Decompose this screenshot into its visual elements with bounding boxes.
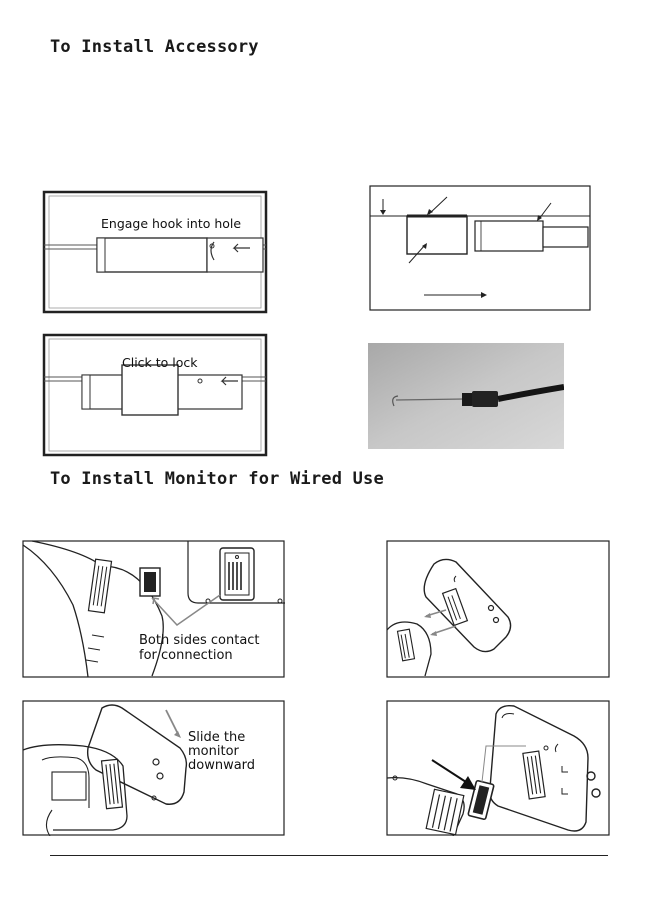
caption-click-lock: Click to lock xyxy=(122,355,198,370)
caption-engage-hook: Engage hook into hole xyxy=(101,216,242,231)
figure-slide-monitor xyxy=(22,700,285,836)
figure-monitor-attached xyxy=(386,700,610,836)
figure-engage-hook xyxy=(42,190,268,314)
page-divider xyxy=(50,855,608,856)
caption-slide-line2: monitor xyxy=(188,744,239,759)
figure-monitor-approach xyxy=(386,540,610,678)
caption-contact-line2: for connection xyxy=(139,648,233,663)
caption-slide-line1: Slide the xyxy=(188,730,246,745)
figure-schematic xyxy=(369,185,591,311)
caption-contact-line1: Both sides contact xyxy=(139,633,260,648)
photo-probe-hook xyxy=(368,343,564,449)
caption-slide-line3: downward xyxy=(188,758,256,773)
section-title-install-monitor: To Install Monitor for Wired Use xyxy=(50,469,384,489)
figure-both-sides-contact xyxy=(22,540,285,678)
section-title-install-accessory: To Install Accessory xyxy=(50,37,259,57)
figure-click-lock xyxy=(42,333,268,457)
